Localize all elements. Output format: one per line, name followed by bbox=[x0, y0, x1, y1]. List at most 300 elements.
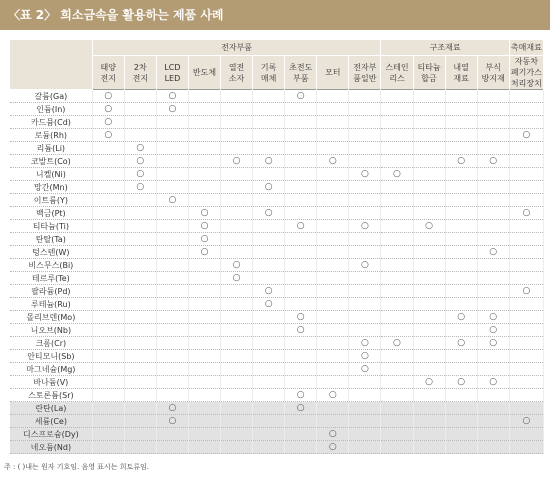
usage-cell bbox=[221, 298, 253, 311]
usage-cell bbox=[317, 259, 349, 272]
usage-cell bbox=[317, 441, 349, 454]
usage-cell bbox=[92, 298, 124, 311]
usage-cell bbox=[349, 428, 381, 441]
usage-cell bbox=[221, 129, 253, 142]
usage-cell bbox=[124, 220, 156, 233]
usage-mark: ○ bbox=[104, 130, 113, 140]
usage-cell bbox=[413, 181, 445, 194]
usage-mark: ○ bbox=[360, 260, 369, 270]
column-header-line: LED bbox=[164, 73, 181, 83]
usage-cell bbox=[445, 337, 477, 350]
element-name: 네오듐(Nd) bbox=[10, 441, 92, 454]
usage-cell bbox=[188, 272, 220, 285]
usage-cell bbox=[188, 376, 220, 389]
usage-cell bbox=[253, 441, 285, 454]
usage-cell bbox=[188, 285, 220, 298]
table-container bbox=[10, 40, 544, 454]
column-header-line: 2차 bbox=[133, 62, 147, 72]
usage-cell bbox=[221, 415, 253, 428]
usage-cell bbox=[221, 376, 253, 389]
usage-cell bbox=[285, 324, 317, 337]
usage-cell bbox=[477, 142, 509, 155]
table-row bbox=[10, 298, 544, 311]
usage-cell bbox=[349, 311, 381, 324]
usage-cell bbox=[253, 246, 285, 259]
usage-cell bbox=[381, 324, 413, 337]
usage-mark: ○ bbox=[200, 208, 209, 218]
usage-mark: ○ bbox=[168, 403, 177, 413]
table-footnote: 주 : ( )내는 원자 기호임. 음영 표시는 희토류임. bbox=[4, 463, 150, 471]
usage-cell bbox=[221, 233, 253, 246]
usage-cell bbox=[253, 220, 285, 233]
element-name: 탄탈(Ta) bbox=[10, 233, 92, 246]
usage-cell bbox=[92, 389, 124, 402]
usage-cell bbox=[124, 259, 156, 272]
usage-cell bbox=[188, 116, 220, 129]
usage-cell bbox=[221, 194, 253, 207]
usage-cell bbox=[124, 233, 156, 246]
table-row bbox=[10, 363, 544, 376]
usage-cell bbox=[156, 181, 188, 194]
usage-cell bbox=[445, 155, 477, 168]
usage-cell bbox=[445, 415, 477, 428]
usage-mark: ○ bbox=[489, 377, 498, 387]
usage-cell bbox=[477, 155, 509, 168]
usage-cell bbox=[509, 376, 543, 389]
usage-cell bbox=[188, 402, 220, 415]
usage-cell bbox=[477, 103, 509, 116]
usage-cell bbox=[381, 428, 413, 441]
usage-cell bbox=[124, 90, 156, 103]
element-name: 디스프로슘(Dy) bbox=[10, 428, 92, 441]
element-name: 안티모니(Sb) bbox=[10, 350, 92, 363]
usage-cell bbox=[285, 363, 317, 376]
usage-mark: ○ bbox=[136, 143, 145, 153]
element-name: 티타늄(Ti) bbox=[10, 220, 92, 233]
usage-cell bbox=[188, 155, 220, 168]
element-name: 백금(Pt) bbox=[10, 207, 92, 220]
usage-cell bbox=[317, 285, 349, 298]
column-header-line: 스테인 bbox=[385, 62, 409, 72]
table-row bbox=[10, 246, 544, 259]
usage-mark: ○ bbox=[489, 247, 498, 257]
usage-mark: ○ bbox=[425, 377, 433, 387]
usage-cell bbox=[477, 441, 509, 454]
usage-mark: ○ bbox=[296, 390, 305, 400]
column-header-line: 부품 bbox=[292, 73, 309, 83]
usage-cell bbox=[381, 181, 413, 194]
usage-cell bbox=[253, 155, 285, 168]
usage-cell bbox=[92, 441, 124, 454]
usage-cell bbox=[381, 402, 413, 415]
usage-cell bbox=[188, 324, 220, 337]
usage-cell bbox=[221, 246, 253, 259]
usage-cell bbox=[253, 376, 285, 389]
usage-cell bbox=[156, 376, 188, 389]
usage-cell bbox=[188, 415, 220, 428]
usage-mark: ○ bbox=[136, 182, 145, 192]
usage-mark: ○ bbox=[489, 312, 498, 322]
usage-cell bbox=[509, 220, 543, 233]
usage-cell bbox=[317, 207, 349, 220]
column-header bbox=[413, 56, 445, 90]
usage-cell bbox=[156, 350, 188, 363]
usage-mark: ○ bbox=[328, 390, 337, 400]
usage-cell bbox=[92, 220, 124, 233]
column-header-line: 전자부 bbox=[353, 62, 377, 72]
usage-cell bbox=[188, 194, 220, 207]
table-row bbox=[10, 311, 544, 324]
usage-mark: ○ bbox=[232, 260, 241, 270]
usage-mark: ○ bbox=[393, 338, 401, 348]
usage-cell bbox=[413, 207, 445, 220]
usage-mark: ○ bbox=[522, 416, 531, 426]
usage-mark: ○ bbox=[489, 338, 498, 348]
table-row bbox=[10, 389, 544, 402]
usage-cell bbox=[413, 272, 445, 285]
usage-cell bbox=[285, 415, 317, 428]
usage-mark: ○ bbox=[264, 156, 273, 166]
usage-cell bbox=[188, 363, 220, 376]
usage-mark: ○ bbox=[168, 416, 177, 426]
usage-cell bbox=[221, 272, 253, 285]
usage-cell bbox=[349, 220, 381, 233]
usage-mark: ○ bbox=[522, 130, 531, 140]
usage-cell bbox=[92, 415, 124, 428]
usage-cell bbox=[253, 285, 285, 298]
usage-cell bbox=[413, 376, 445, 389]
usage-cell bbox=[349, 324, 381, 337]
usage-cell bbox=[285, 90, 317, 103]
usage-cell bbox=[445, 194, 477, 207]
element-name: 바나듐(V) bbox=[10, 376, 92, 389]
usage-cell bbox=[317, 155, 349, 168]
usage-cell bbox=[92, 350, 124, 363]
usage-cell bbox=[317, 415, 349, 428]
usage-cell bbox=[509, 298, 543, 311]
usage-cell bbox=[188, 311, 220, 324]
usage-cell bbox=[477, 207, 509, 220]
usage-cell bbox=[124, 272, 156, 285]
usage-cell bbox=[253, 103, 285, 116]
column-header bbox=[188, 56, 220, 90]
table-row bbox=[10, 402, 544, 415]
usage-cell bbox=[253, 116, 285, 129]
usage-cell bbox=[285, 259, 317, 272]
usage-cell bbox=[253, 324, 285, 337]
usage-cell bbox=[349, 194, 381, 207]
usage-cell bbox=[156, 168, 188, 181]
usage-cell bbox=[124, 389, 156, 402]
usage-cell bbox=[381, 246, 413, 259]
element-name: 리튬(Li) bbox=[10, 142, 92, 155]
usage-cell bbox=[445, 90, 477, 103]
usage-cell bbox=[188, 168, 220, 181]
usage-cell bbox=[156, 116, 188, 129]
element-name: 세륨(Ce) bbox=[10, 415, 92, 428]
usage-cell bbox=[92, 90, 124, 103]
usage-cell bbox=[92, 194, 124, 207]
usage-cell bbox=[509, 285, 543, 298]
usage-mark: ○ bbox=[296, 312, 305, 322]
usage-cell bbox=[381, 363, 413, 376]
usage-cell bbox=[253, 428, 285, 441]
usage-cell bbox=[317, 376, 349, 389]
usage-cell bbox=[413, 298, 445, 311]
usage-cell bbox=[188, 103, 220, 116]
usage-cell bbox=[285, 311, 317, 324]
column-header-line: 소자 bbox=[228, 73, 245, 83]
usage-cell bbox=[509, 428, 543, 441]
usage-cell bbox=[156, 233, 188, 246]
usage-cell bbox=[317, 194, 349, 207]
column-header-line: 반도체 bbox=[192, 68, 217, 77]
usage-mark: ○ bbox=[489, 156, 498, 166]
column-header-line: 태양 bbox=[100, 62, 116, 72]
usage-cell bbox=[477, 246, 509, 259]
usage-cell bbox=[253, 233, 285, 246]
usage-cell bbox=[253, 389, 285, 402]
usage-cell bbox=[349, 285, 381, 298]
usage-cell bbox=[509, 272, 543, 285]
usage-mark: ○ bbox=[296, 403, 305, 413]
usage-cell bbox=[349, 298, 381, 311]
table-row bbox=[10, 337, 544, 350]
usage-mark: ○ bbox=[296, 325, 305, 335]
usage-cell bbox=[381, 233, 413, 246]
usage-cell bbox=[381, 337, 413, 350]
table-row bbox=[10, 350, 544, 363]
usage-cell bbox=[124, 207, 156, 220]
usage-cell bbox=[188, 441, 220, 454]
usage-cell bbox=[381, 194, 413, 207]
usage-cell bbox=[509, 168, 543, 181]
usage-cell bbox=[221, 285, 253, 298]
usage-cell bbox=[349, 116, 381, 129]
usage-cell bbox=[477, 324, 509, 337]
usage-cell bbox=[445, 272, 477, 285]
usage-cell bbox=[349, 129, 381, 142]
column-header-line: 자동차 bbox=[514, 57, 538, 66]
usage-cell bbox=[349, 259, 381, 272]
usage-cell bbox=[413, 168, 445, 181]
usage-cell bbox=[188, 142, 220, 155]
usage-cell bbox=[349, 142, 381, 155]
usage-cell bbox=[509, 259, 543, 272]
usage-mark: ○ bbox=[522, 208, 531, 218]
usage-cell bbox=[285, 246, 317, 259]
group-header-catalyst: 촉매재료 bbox=[509, 40, 543, 56]
table-row bbox=[10, 194, 544, 207]
usage-cell bbox=[413, 337, 445, 350]
column-header-line: 전지 bbox=[100, 73, 116, 83]
usage-cell bbox=[509, 350, 543, 363]
usage-cell bbox=[188, 350, 220, 363]
usage-cell bbox=[285, 389, 317, 402]
usage-cell bbox=[413, 415, 445, 428]
usage-cell bbox=[253, 298, 285, 311]
usage-cell bbox=[349, 233, 381, 246]
column-header bbox=[509, 56, 543, 90]
header-corner bbox=[10, 40, 92, 90]
usage-cell bbox=[92, 337, 124, 350]
usage-cell bbox=[285, 285, 317, 298]
usage-mark: ○ bbox=[232, 156, 241, 166]
usage-mark: ○ bbox=[457, 377, 466, 387]
table-row bbox=[10, 181, 544, 194]
usage-cell bbox=[317, 246, 349, 259]
column-header-line: 모터 bbox=[325, 68, 341, 77]
usage-cell bbox=[124, 350, 156, 363]
usage-cell bbox=[509, 142, 543, 155]
usage-cell bbox=[317, 233, 349, 246]
usage-cell bbox=[445, 233, 477, 246]
usage-cell bbox=[413, 389, 445, 402]
usage-cell bbox=[124, 142, 156, 155]
usage-cell bbox=[381, 415, 413, 428]
usage-cell bbox=[381, 142, 413, 155]
usage-cell bbox=[317, 389, 349, 402]
usage-cell bbox=[221, 324, 253, 337]
usage-cell bbox=[124, 415, 156, 428]
element-name: 팔라듐(Pd) bbox=[10, 285, 92, 298]
usage-cell bbox=[317, 168, 349, 181]
usage-cell bbox=[188, 90, 220, 103]
column-header-line: LCD bbox=[164, 62, 181, 72]
usage-cell bbox=[349, 350, 381, 363]
usage-cell bbox=[188, 207, 220, 220]
usage-cell bbox=[156, 272, 188, 285]
usage-cell bbox=[92, 181, 124, 194]
usage-cell bbox=[92, 155, 124, 168]
column-header bbox=[124, 56, 156, 90]
usage-cell bbox=[413, 155, 445, 168]
usage-cell bbox=[445, 389, 477, 402]
usage-mark: ○ bbox=[457, 156, 466, 166]
column-header bbox=[349, 56, 381, 90]
usage-cell bbox=[413, 233, 445, 246]
usage-cell bbox=[156, 311, 188, 324]
usage-cell bbox=[124, 298, 156, 311]
usage-cell bbox=[445, 402, 477, 415]
usage-cell bbox=[156, 142, 188, 155]
usage-cell bbox=[124, 181, 156, 194]
usage-cell bbox=[221, 441, 253, 454]
usage-cell bbox=[317, 402, 349, 415]
usage-cell bbox=[349, 415, 381, 428]
table-row bbox=[10, 103, 544, 116]
usage-cell bbox=[477, 181, 509, 194]
usage-mark: ○ bbox=[457, 338, 466, 348]
usage-cell bbox=[381, 129, 413, 142]
usage-mark: ○ bbox=[457, 312, 466, 322]
usage-mark: ○ bbox=[136, 156, 145, 166]
usage-cell bbox=[156, 155, 188, 168]
usage-cell bbox=[381, 259, 413, 272]
usage-cell bbox=[253, 181, 285, 194]
element-name: 텅스텐(W) bbox=[10, 246, 92, 259]
usage-cell bbox=[253, 363, 285, 376]
usage-cell bbox=[92, 363, 124, 376]
usage-cell bbox=[413, 129, 445, 142]
column-header-line: 매체 bbox=[260, 73, 277, 83]
usage-mark: ○ bbox=[200, 221, 209, 231]
column-header bbox=[381, 56, 413, 90]
usage-cell bbox=[413, 441, 445, 454]
usage-mark: ○ bbox=[360, 338, 369, 348]
usage-cell bbox=[156, 103, 188, 116]
column-header bbox=[317, 56, 349, 90]
usage-mark: ○ bbox=[360, 221, 369, 231]
usage-cell bbox=[156, 207, 188, 220]
column-header bbox=[221, 56, 253, 90]
column-header-line: 폐기가스 bbox=[510, 68, 542, 77]
usage-cell bbox=[92, 285, 124, 298]
usage-cell bbox=[92, 428, 124, 441]
usage-cell bbox=[509, 337, 543, 350]
usage-cell bbox=[349, 90, 381, 103]
usage-cell bbox=[253, 142, 285, 155]
element-name: 인듐(In) bbox=[10, 103, 92, 116]
usage-cell bbox=[445, 350, 477, 363]
usage-cell bbox=[413, 142, 445, 155]
usage-mark: ○ bbox=[425, 221, 433, 231]
usage-cell bbox=[317, 116, 349, 129]
usage-cell bbox=[285, 103, 317, 116]
usage-cell bbox=[477, 168, 509, 181]
element-name: 로듐(Rh) bbox=[10, 129, 92, 142]
usage-cell bbox=[477, 129, 509, 142]
usage-cell bbox=[253, 207, 285, 220]
usage-cell bbox=[509, 129, 543, 142]
usage-cell bbox=[381, 220, 413, 233]
usage-cell bbox=[317, 350, 349, 363]
usage-cell bbox=[445, 220, 477, 233]
usage-cell bbox=[156, 324, 188, 337]
usage-mark: ○ bbox=[328, 156, 337, 166]
column-header bbox=[477, 56, 509, 90]
usage-cell bbox=[221, 116, 253, 129]
usage-mark: ○ bbox=[104, 104, 113, 114]
usage-cell bbox=[349, 168, 381, 181]
usage-cell bbox=[188, 220, 220, 233]
usage-cell bbox=[381, 168, 413, 181]
usage-cell bbox=[156, 90, 188, 103]
column-header-line: 합금 bbox=[421, 73, 437, 83]
usage-cell bbox=[221, 168, 253, 181]
usage-cell bbox=[221, 428, 253, 441]
usage-cell bbox=[349, 337, 381, 350]
usage-cell bbox=[317, 428, 349, 441]
usage-cell bbox=[445, 103, 477, 116]
usage-cell bbox=[477, 272, 509, 285]
table-row bbox=[10, 116, 544, 129]
usage-cell bbox=[509, 402, 543, 415]
element-name: 스토론튬(Sr) bbox=[10, 389, 92, 402]
usage-cell bbox=[381, 90, 413, 103]
usage-cell bbox=[349, 207, 381, 220]
usage-cell bbox=[253, 415, 285, 428]
group-header-structural: 구조재료 bbox=[381, 40, 509, 56]
usage-cell bbox=[285, 116, 317, 129]
usage-cell bbox=[381, 311, 413, 324]
usage-cell bbox=[156, 129, 188, 142]
usage-cell bbox=[509, 311, 543, 324]
element-name: 테르루(Te) bbox=[10, 272, 92, 285]
usage-cell bbox=[221, 337, 253, 350]
usage-cell bbox=[124, 441, 156, 454]
usage-cell bbox=[349, 155, 381, 168]
